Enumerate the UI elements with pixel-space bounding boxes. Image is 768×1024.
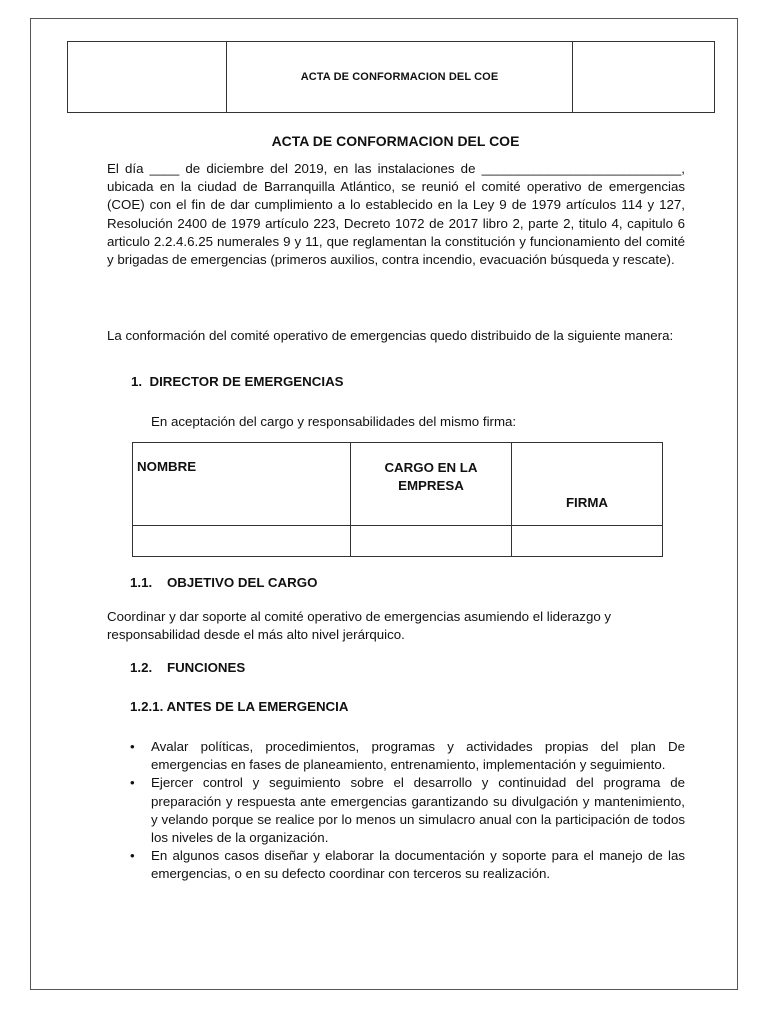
acceptance-text: En aceptación del cargo y responsabilidades del mismo firma: xyxy=(151,414,517,429)
section-heading-objetivo: 1.1. OBJETIVO DEL CARGO xyxy=(130,575,318,590)
bullet-icon: • xyxy=(130,848,135,864)
bullet-icon: • xyxy=(130,739,135,754)
objetivo-paragraph: Coordinar y dar soporte al comité operativo de emergencias asumiendo el liderazgo y responsabilidad desde el más alto nivel jerárquico. xyxy=(107,609,612,643)
signature-table-header xyxy=(133,443,663,526)
document-title: ACTA DE CONFORMACION DEL COE xyxy=(271,133,520,149)
signature-table xyxy=(132,442,663,557)
bullet-icon: • xyxy=(130,775,135,791)
column-header-cargo-label: CARGO EN LA EMPRESA xyxy=(384,460,478,493)
header-title: ACTA DE CONFORMACION DEL COE xyxy=(227,42,573,113)
header-logo-cell xyxy=(68,42,227,113)
column-header-nombre: NOMBRE xyxy=(133,443,351,526)
distribution-paragraph: La conformación del comité operativo de emergencias quedo distribuido de la siguiente manera: xyxy=(107,328,674,343)
functions-bullet-list xyxy=(130,738,685,884)
signature-table-row xyxy=(133,526,663,557)
cell-nombre[interactable] xyxy=(133,526,351,557)
list-item-text: Ejercer control y seguimiento sobre el desarrollo y continuidad del programa de preparación y respuesta ante emergencias garantizando su divulgación y mantenimiento, y velando porque se realice por lo menos un simulacro anual con la participación de todos los niveles de la organización. xyxy=(151,775,685,846)
list-item-text: En algunos casos diseñar y elaborar la documentación y soporte para el manejo de las emergencias, o en su defecto coordinar con terceros su realización. xyxy=(151,848,685,882)
intro-paragraph: El día ____ de diciembre del 2019, en las instalaciones de ___________________________, ubicada en la ciudad de Barranquilla Atlántico, se reunió el comité operativo de emergencias (COE) con el fin de dar cumplimiento a lo establecido en la Ley 9 de 1979 artículos 114 y 127, Resolución 2400 de 1979 artículo 223, Decreto 1072 de 2017 libro 2, parte 2, titulo 4, capitulo 6 articulo 2.2.4.6.25 numerales 9 y 11, que reglamentan la constitución y funcionamiento del comité y brigadas de emergencias (primeros auxilios, contra incendio, evacuación búsqueda y rescate). xyxy=(107,161,685,268)
section-heading-antes-emergencia: 1.2.1. ANTES DE LA EMERGENCIA xyxy=(130,699,349,714)
section-heading-funciones: 1.2. FUNCIONES xyxy=(130,660,246,675)
header-code-cell xyxy=(573,42,715,113)
section-heading-director: 1. DIRECTOR DE EMERGENCIAS xyxy=(131,374,344,389)
list-item xyxy=(130,774,685,847)
document-header-table xyxy=(67,41,715,113)
column-header-firma: FIRMA xyxy=(512,443,663,526)
list-item xyxy=(130,847,685,883)
cell-firma[interactable] xyxy=(512,526,663,557)
list-item xyxy=(130,738,685,774)
list-item-text: Avalar políticas, procedimientos, programas y actividades propias del plan De emergencias en fases de planeamiento, entrenamiento, implementación y seguimiento. xyxy=(151,739,685,773)
column-header-cargo xyxy=(351,443,512,526)
cell-cargo[interactable] xyxy=(351,526,512,557)
